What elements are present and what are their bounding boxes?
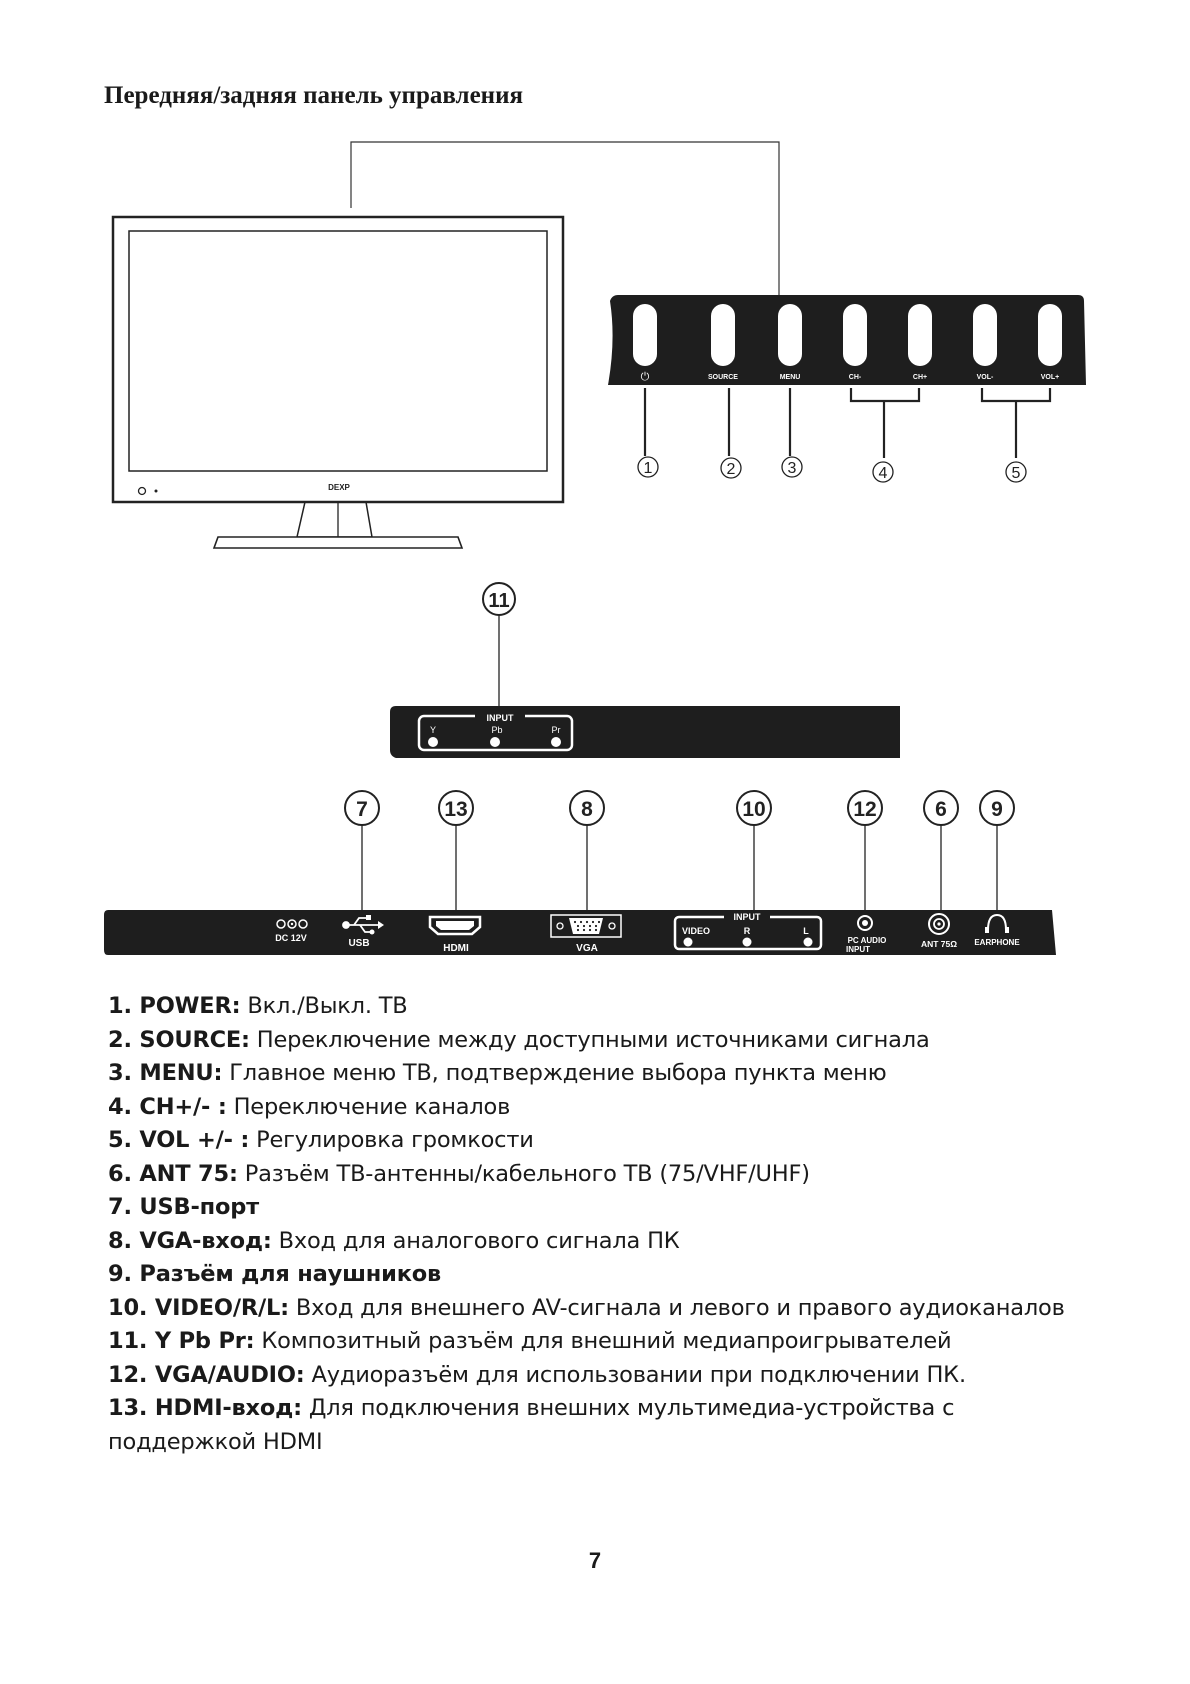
vol-plus-label: VOL+ (1040, 374, 1060, 381)
rear-connector-panel (104, 910, 1056, 955)
tv-brand-logo: DEXP (328, 483, 350, 492)
pc-audio-label: PC AUDIO (847, 936, 887, 945)
legend-item-earphone: 9. Разъём для наушников (108, 1261, 442, 1287)
audio-r-jack[interactable] (743, 938, 752, 947)
svg-text:1: 1 (643, 460, 653, 477)
power-button[interactable] (633, 304, 657, 366)
legend-item-vga-audio: 12. VGA/AUDIO: Аудиоразъём для использовании при подключении ПК. (108, 1361, 966, 1388)
svg-text:2: 2 (726, 461, 736, 478)
legend-list (108, 990, 1108, 1459)
y-jack[interactable] (428, 737, 438, 747)
vga-label: VGA (576, 943, 598, 954)
y-label: Y (429, 725, 437, 735)
video-label: VIDEO (681, 926, 711, 936)
legend-item-vol: 5. VOL +/- : Регулировка громкости (108, 1127, 534, 1153)
av-input-header: INPUT (733, 912, 761, 922)
svg-text:5: 5 (1011, 465, 1021, 482)
ch-minus-button[interactable] (843, 304, 867, 366)
pb-jack[interactable] (490, 737, 500, 747)
callout-8 (570, 791, 604, 825)
legend-item-video-rl: 10. VIDEO/R/L: Вход для внешнего AV-сигнала и левого и правого аудиоканалов (108, 1294, 1065, 1321)
callout-1 (638, 457, 658, 477)
ch-plus-label: CH+ (912, 374, 928, 381)
svg-text:13: 13 (444, 798, 468, 821)
legend-item-menu: 3. MENU: Главное меню ТВ, подтверждение выбора пункта меню (108, 1060, 887, 1086)
callout-10 (737, 791, 771, 825)
usb-label: USB (348, 938, 370, 949)
legend-item-usb: 7. USB-порт (108, 1194, 259, 1220)
legend-item-vga: 8. VGA-вход: Вход для аналогового сигнала ПК (108, 1227, 680, 1254)
audio-l-label: L (803, 926, 809, 936)
page-number: 7 (588, 1548, 602, 1573)
callout-7 (345, 791, 379, 825)
callout-2 (721, 458, 741, 478)
svg-text:3: 3 (787, 460, 797, 477)
tv-stand-base (214, 537, 462, 548)
legend-item-source: 2. SOURCE: Переключение между доступными источниками сигнала (108, 1026, 930, 1053)
svg-text:7: 7 (356, 798, 368, 821)
pc-audio-input-label: INPUT (846, 945, 870, 954)
legend-item-power: 1. POWER: Вкл./Выкл. ТВ (108, 993, 408, 1019)
ch-plus-button[interactable] (908, 304, 932, 366)
video-jack[interactable] (684, 938, 693, 947)
menu-button[interactable] (778, 304, 802, 366)
svg-text:4: 4 (878, 465, 888, 482)
legend-item-ch: 4. CH+/- : Переключение каналов (108, 1093, 511, 1120)
callout-5 (1006, 462, 1026, 482)
callout-3 (782, 457, 802, 477)
component-input-header: INPUT (486, 713, 514, 723)
pr-label: Pr (551, 725, 561, 735)
vol-plus-button[interactable] (1038, 304, 1062, 366)
component-input-panel (390, 706, 900, 758)
dc-12v-label: DC 12V (275, 933, 307, 943)
hdmi-label: HDMI (443, 943, 469, 954)
vol-minus-button[interactable] (973, 304, 997, 366)
svg-text:10: 10 (742, 798, 766, 821)
svg-text:8: 8 (581, 798, 593, 821)
callout-6 (924, 791, 958, 825)
callout-9 (980, 791, 1014, 825)
callout-11 (483, 583, 515, 615)
svg-text:11: 11 (488, 590, 510, 612)
pb-label: Pb (491, 725, 503, 735)
svg-text:6: 6 (935, 798, 947, 821)
menu-label: MENU (779, 374, 801, 381)
side-control-panel (608, 295, 1086, 385)
pr-jack[interactable] (551, 737, 561, 747)
callout-4 (873, 462, 893, 482)
audio-r-label: R (743, 926, 751, 936)
callout-13 (439, 791, 473, 825)
source-label: SOURCE (708, 374, 738, 381)
legend-item-hdmi: 13. HDMI-вход: Для подключения внешних мультимедиа-устройства с поддержкой HDMI (108, 1395, 955, 1455)
svg-text:12: 12 (853, 798, 877, 821)
ch-minus-label: CH- (848, 374, 862, 381)
legend-item-ypbpr: 11. Y Pb Pr: Композитный разъём для внешний медиапроигрывателей (108, 1328, 952, 1354)
power-icon: ⏻ (640, 371, 650, 383)
ant-label: ANT 75Ω (920, 939, 958, 949)
vol-minus-label: VOL- (976, 374, 994, 381)
earphone-label: EARPHONE (974, 938, 1020, 947)
callout-12 (848, 791, 882, 825)
audio-l-jack[interactable] (804, 938, 813, 947)
source-button[interactable] (711, 304, 735, 366)
svg-text:9: 9 (991, 798, 1003, 821)
page-title: Передняя/задняя панель управления (104, 82, 523, 109)
legend-item-ant: 6. ANT 75: Разъём ТВ-антенны/кабельного ТВ (75/VHF/UHF) (108, 1160, 810, 1187)
